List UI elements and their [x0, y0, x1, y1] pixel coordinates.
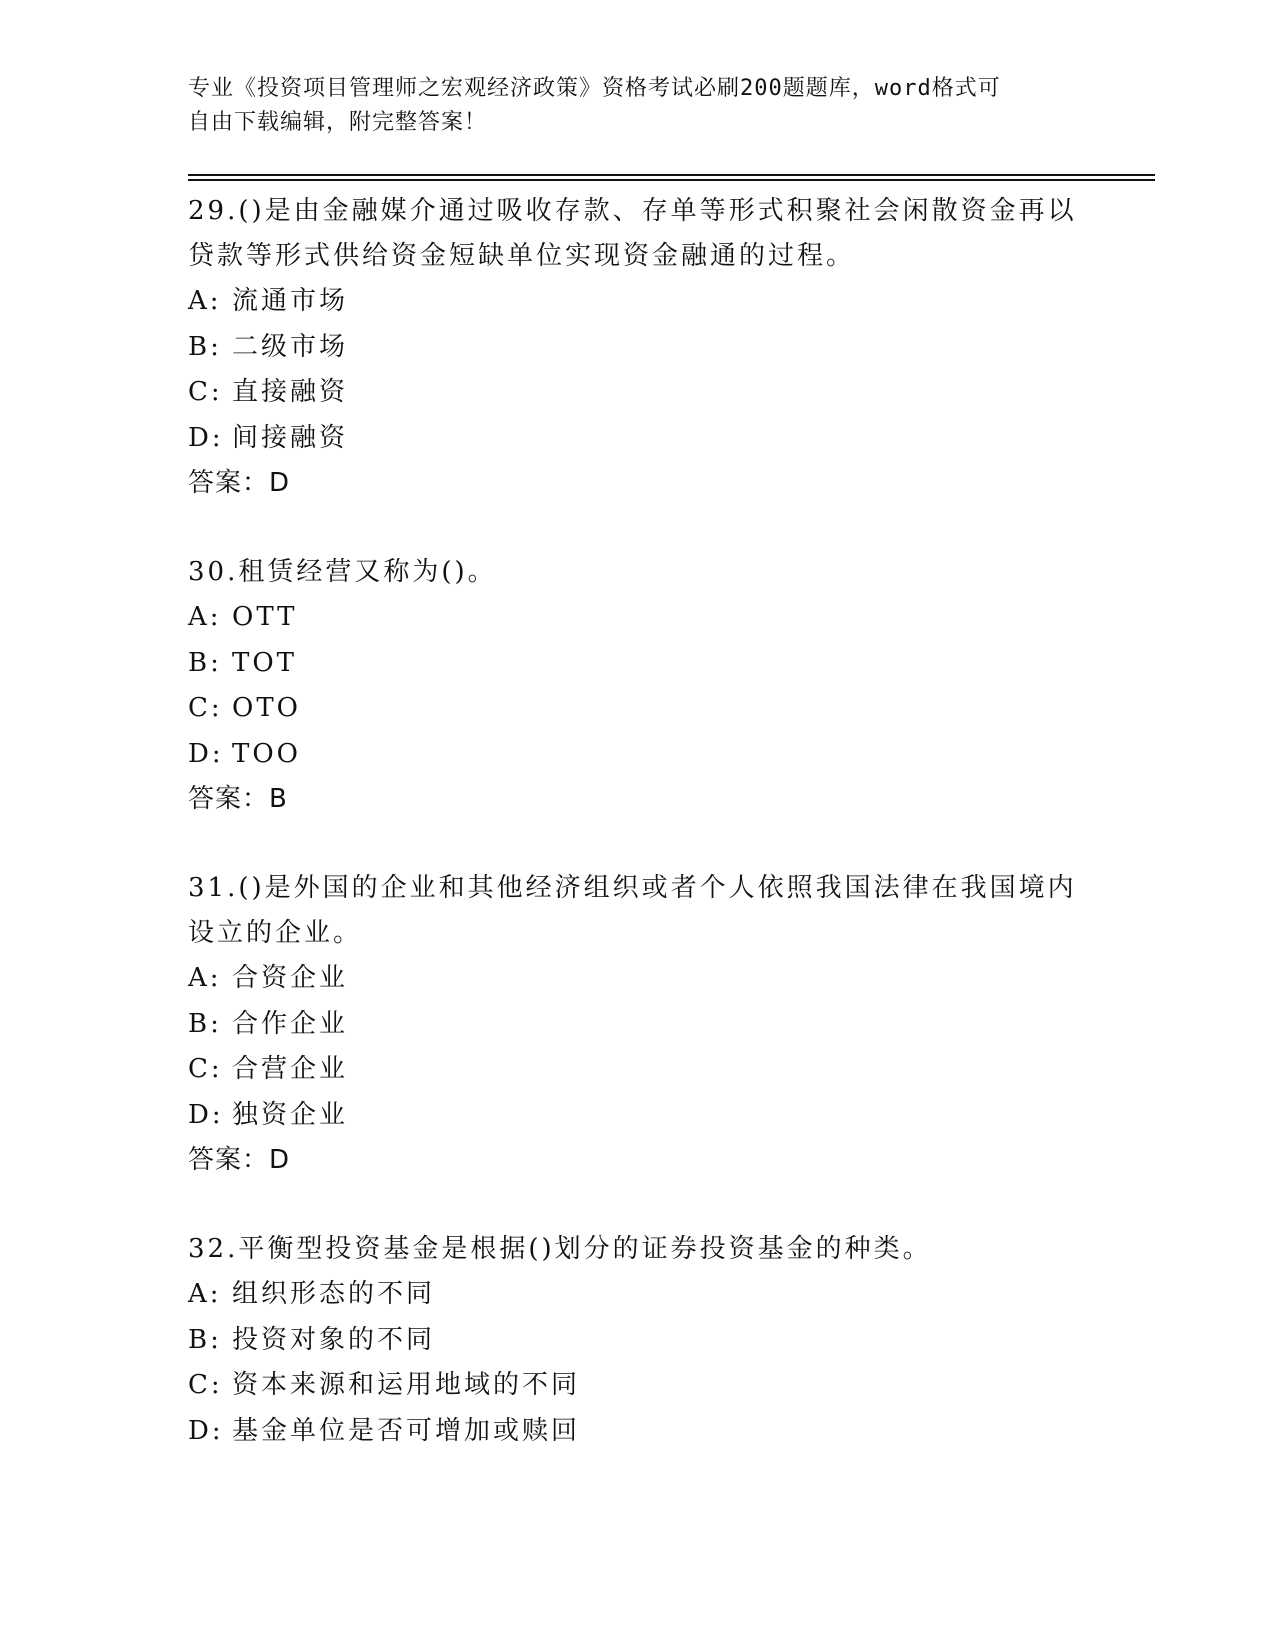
- option-text: 组织形态的不同: [232, 1279, 436, 1309]
- question-32: [188, 1227, 1088, 1454]
- header-line-2: 自由下载编辑，附完整答案！: [188, 110, 488, 135]
- question-text: 30.租赁经营又称为()。: [188, 557, 497, 587]
- option-text: 投资对象的不同: [232, 1324, 436, 1355]
- question-29: [188, 189, 1088, 506]
- question-text: 29.()是由金融媒介通过吸收存款、存单等形式积聚社会闲散资金再以贷款等形式供给资金短缺单位实现资金融通的过程。: [188, 196, 1077, 271]
- option-letter: C:: [188, 1370, 223, 1400]
- option-text: 基金单位是否可增加或赎回: [232, 1415, 581, 1446]
- option-d: [188, 732, 1088, 778]
- option-b: [188, 325, 1088, 371]
- option-d: [188, 416, 1088, 462]
- option-text: 二级市场: [232, 331, 349, 362]
- question-30: [188, 550, 1088, 822]
- option-letter: B:: [188, 1324, 222, 1355]
- option-letter: D:: [188, 422, 224, 453]
- question-list: [188, 189, 1088, 1498]
- option-text: 资本来源和运用地域的不同: [232, 1370, 581, 1400]
- header-rule-top: [188, 174, 1155, 176]
- option-text: OTO: [232, 693, 301, 723]
- document-header: [188, 72, 1068, 140]
- option-letter: C:: [188, 693, 223, 723]
- header-line-1: 专业《投资项目管理师之宏观经济政策》资格考试必刷200题题库，word格式可: [188, 76, 1001, 101]
- option-c: [188, 686, 1088, 732]
- option-b: [188, 1318, 1088, 1364]
- option-text: 间接融资: [232, 422, 349, 453]
- option-b: [188, 641, 1088, 687]
- option-text: 流通市场: [232, 286, 349, 316]
- option-d: [188, 1409, 1088, 1455]
- option-letter: C:: [188, 377, 223, 407]
- option-b: [188, 1002, 1088, 1048]
- option-a: [188, 279, 1088, 325]
- option-text: TOO: [232, 738, 301, 769]
- header-rule-bottom: [188, 179, 1155, 181]
- question-text: 32.平衡型投资基金是根据()划分的证券投资基金的种类。: [188, 1234, 932, 1264]
- option-letter: D:: [188, 1099, 224, 1130]
- option-a: [188, 595, 1088, 641]
- question-text: 31.()是外国的企业和其他经济组织或者个人依照我国法律在我国境内设立的企业。: [188, 873, 1077, 948]
- option-d: [188, 1093, 1088, 1139]
- option-c: [188, 1363, 1088, 1409]
- option-text: 合资企业: [232, 963, 349, 993]
- option-letter: B:: [188, 331, 222, 362]
- option-letter: B:: [188, 647, 222, 678]
- option-letter: D:: [188, 1415, 224, 1446]
- option-letter: A:: [188, 963, 222, 993]
- option-c: [188, 370, 1088, 416]
- option-text: 合作企业: [232, 1008, 349, 1039]
- option-letter: A:: [188, 1279, 222, 1309]
- option-letter: B:: [188, 1008, 222, 1039]
- option-c: [188, 1047, 1088, 1093]
- option-text: OTT: [232, 602, 298, 632]
- answer-line: 答案：D: [188, 468, 291, 498]
- option-letter: C:: [188, 1054, 223, 1084]
- option-letter: D:: [188, 738, 224, 769]
- option-a: [188, 956, 1088, 1002]
- answer-line: 答案：D: [188, 1145, 291, 1175]
- option-text: 独资企业: [232, 1099, 349, 1130]
- option-letter: A:: [188, 602, 222, 632]
- option-text: 直接融资: [232, 377, 349, 407]
- question-31: [188, 866, 1088, 1183]
- option-letter: A:: [188, 286, 222, 316]
- option-text: TOT: [232, 647, 297, 678]
- option-a: [188, 1272, 1088, 1318]
- option-text: 合营企业: [232, 1054, 349, 1084]
- answer-line: 答案：B: [188, 784, 288, 814]
